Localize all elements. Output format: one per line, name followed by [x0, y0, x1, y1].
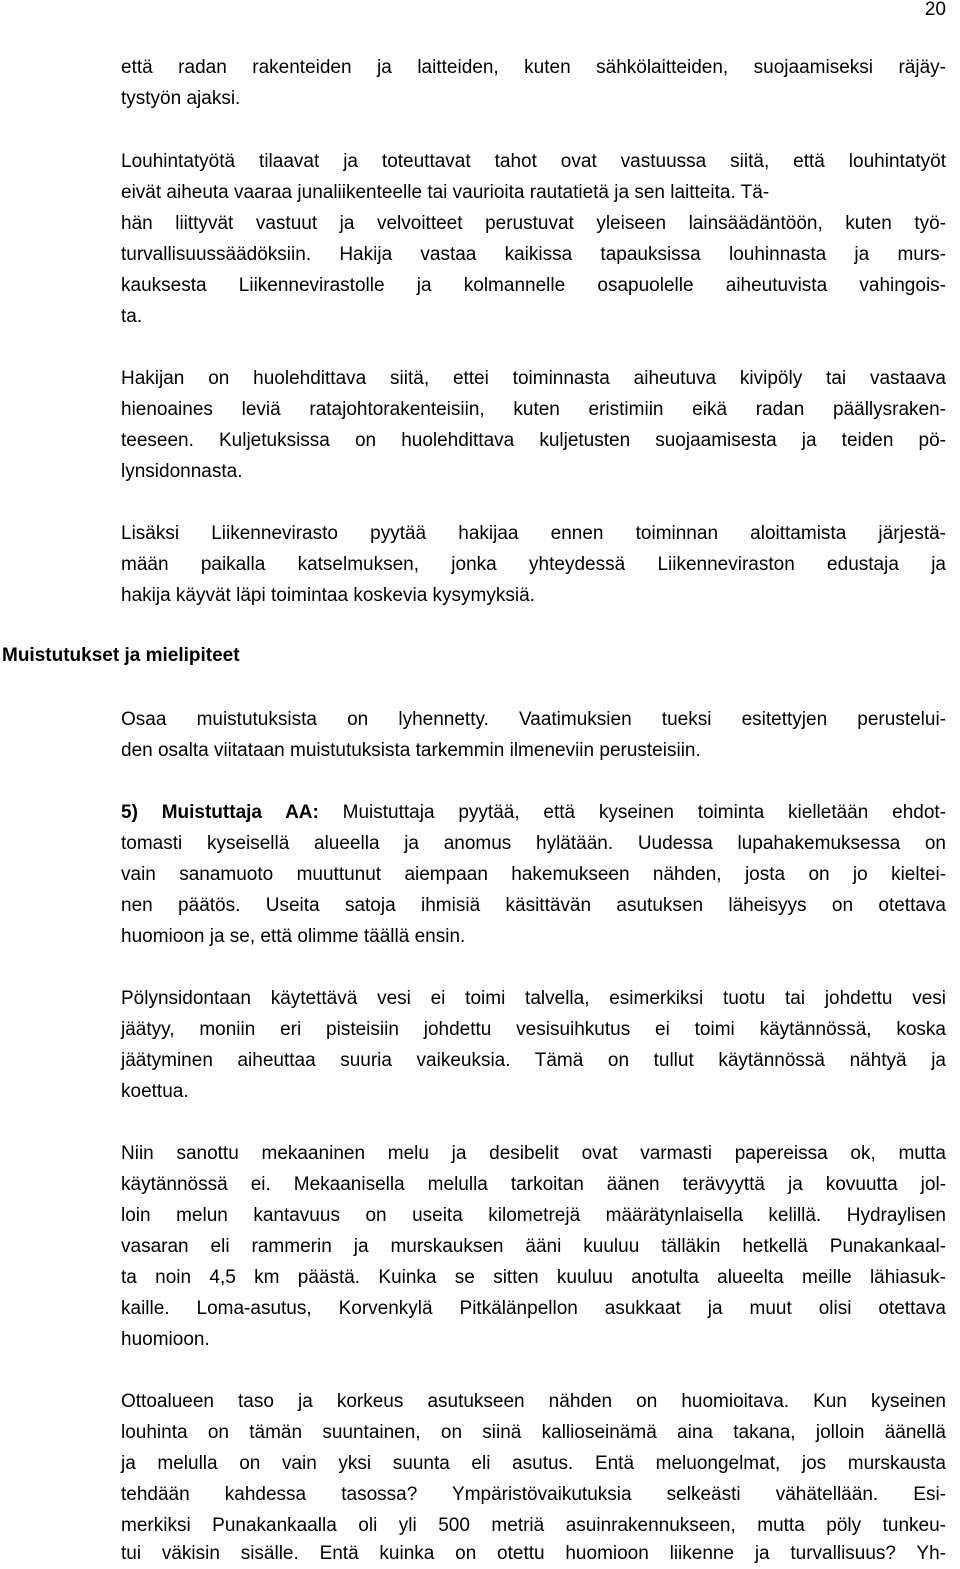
- text-line: mään paikalla katselmuksen, jonka yhteydessä Liikenneviraston edustaja ja: [121, 554, 946, 575]
- text-line: tomasti kyseisellä alueella ja anomus hylätään. Uudessa lupahakemuksessa on: [121, 833, 946, 854]
- text-line: eivät aiheuta vaaraa junaliikenteelle tai vaurioita rautatietä ja sen laitteita. Tä-: [121, 182, 770, 203]
- text-line: lynsidonnasta.: [121, 461, 243, 482]
- text-line: loin melun kantavuus on useita kilometrejä määrätynlaisella kelillä. Hydraylisen: [121, 1205, 946, 1226]
- text-line: vasaran eli rammerin ja murskauksen ääni kuuluu tälläkin hetkellä Punakankaal-: [121, 1236, 946, 1257]
- text-line: Louhintatyötä tilaavat ja toteuttavat tahot ovat vastuussa siitä, että louhintatyöt: [121, 151, 946, 172]
- text-line: huomioon ja se, että olimme täällä ensin.: [121, 926, 466, 947]
- text-line: tui väkisin sisälle. Entä kuinka on otettu huomioon liikenne ja turvallisuus? Yh-: [121, 1543, 946, 1564]
- text-line: jäätyy, moniin eri pisteisiin johdettu vesisuihkutus ei toimi käytännössä, koska: [121, 1019, 946, 1040]
- text-line: hakija käyvät läpi toimintaa koskevia kysymyksiä.: [121, 585, 535, 606]
- text-line: ja melulla on vain yksi suunta eli asutus. Entä meluongelmat, jos murskausta: [121, 1453, 946, 1474]
- text-line: Lisäksi Liikennevirasto pyytää hakijaa ennen toiminnan aloittamista järjestä-: [121, 523, 946, 544]
- text-line: hän liittyvät vastuut ja velvoitteet perustuvat yleiseen lainsäädäntöön, kuten työ-: [121, 213, 946, 234]
- text-line: kauksesta Liikennevirastolle ja kolmannelle osapuolelle aiheutuvista vahingois-: [121, 275, 946, 296]
- text-line: jäätyminen aiheuttaa suuria vaikeuksia. Tämä on tullut käytännössä nähtyä ja: [121, 1050, 946, 1071]
- text-line: tehdään kahdessa tasossa? Ympäristövaikutuksia selkeästi vähätellään. Esi-: [121, 1484, 946, 1505]
- text-line: vain sanamuoto muuttunut aiempaan hakemukseen nähden, josta on jo kieltei-: [121, 864, 946, 885]
- objector-label: 5) Muistuttaja AA:: [121, 802, 319, 823]
- text-line: hienoaines leviä ratajohtorakenteisiin, kuten eristimiin eikä radan päällysraken-: [121, 399, 946, 420]
- text-line: turvallisuussäädöksiin. Hakija vastaa kaikissa tapauksissa louhinnasta ja murs-: [121, 244, 946, 265]
- text-line: koettua.: [121, 1081, 189, 1102]
- text-line: että radan rakenteiden ja laitteiden, kuten sähkölaitteiden, suojaamiseksi räjäy-: [121, 57, 946, 78]
- text-line: merkiksi Punakankaalla oli yli 500 metriä asuinrakennukseen, mutta pöly tunkeu-: [121, 1515, 946, 1536]
- text-line: Pölynsidontaan käytettävä vesi ei toimi talvella, esimerkiksi tuotu tai johdettu vesi: [121, 988, 946, 1009]
- text-line: Hakijan on huolehdittava siitä, ettei toiminnasta aiheutuva kivipöly tai vastaava: [121, 368, 946, 389]
- text-line: den osalta viitataan muistutuksista tarkemmin ilmeneviin perusteisiin.: [121, 740, 701, 761]
- text-line: kaille. Loma-asutus, Korvenkylä Pitkälänpellon asukkaat ja muut olisi otettava: [121, 1298, 946, 1319]
- section-heading: Muistutukset ja mielipiteet: [2, 645, 240, 666]
- text-line: Ottoalueen taso ja korkeus asutukseen nähden on huomioitava. Kun kyseinen: [121, 1391, 946, 1412]
- text-line: ta noin 4,5 km päästä. Kuinka se sitten kuuluu anotulta alueelta meille lähiasuk-: [121, 1267, 946, 1288]
- text-line: tystyön ajaksi.: [121, 88, 241, 109]
- text-line: huomioon.: [121, 1329, 210, 1350]
- text-line: louhinta on tämän suuntainen, on siinä kallioseinämä aina takana, jolloin äänellä: [121, 1422, 946, 1443]
- text-line: Niin sanottu mekaaninen melu ja desibelit ovat varmasti papereissa ok, mutta: [121, 1143, 946, 1164]
- text-line: ta.: [121, 306, 143, 327]
- page-number: 20: [924, 0, 946, 20]
- text-line: nen päätös. Useita satoja ihmisiä käsittävän asutuksen läheisyys on otettava: [121, 895, 946, 916]
- text-line: Osaa muistutuksista on lyhennetty. Vaatimuksien tueksi esitettyjen perustelui-: [121, 709, 946, 730]
- text-run: Muistuttaja pyytää, että kyseinen toiminta kielletään ehdot-: [318, 802, 946, 823]
- text-line: käytännössä ei. Mekaanisella melulla tarkoitan äänen terävyyttä ja kovuutta jol-: [121, 1174, 946, 1195]
- text-line: teeseen. Kuljetuksissa on huolehdittava kuljetusten suojaamisesta ja teiden pö-: [121, 430, 946, 451]
- text-line: [121, 797, 946, 828]
